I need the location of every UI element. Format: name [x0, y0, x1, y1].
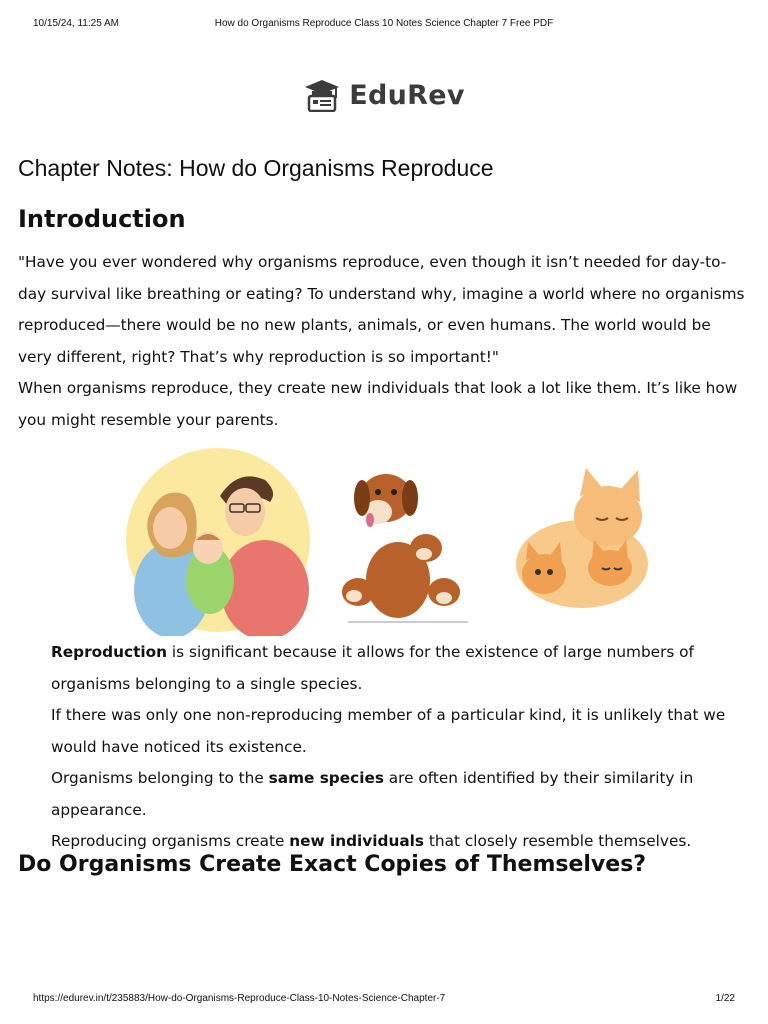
point-text: Reproducing organisms create: [51, 832, 290, 850]
cats-illustration: [508, 464, 656, 614]
family-illustration: [120, 440, 316, 636]
point-single-member: If there was only one non-reproducing member of a particular kind, it is unlikely that we would have noticed its existence.: [51, 706, 726, 756]
page-url: https://edurev.in/t/235883/How-do-Organisms-Reproduce-Class-10-Notes-Science-Chapter-7: [33, 993, 446, 1004]
logo-text: EduRev: [349, 79, 465, 111]
introduction-heading: Introduction: [18, 205, 186, 233]
dogs-illustration: [338, 470, 472, 630]
term-reproduction: Reproduction: [51, 643, 168, 661]
introduction-body: [18, 247, 746, 436]
print-title: How do Organisms Reproduce Class 10 Notes Science Chapter 7 Free PDF: [214, 18, 554, 29]
reproduction-points: [51, 637, 756, 858]
chapter-title: Chapter Notes: How do Organisms Reproduce: [18, 155, 494, 181]
intro-text: When organisms reproduce, they create new individuals that look a lot like them. It’s like how you might resemble your parents.: [18, 379, 738, 429]
point-text: Organisms belonging to the: [51, 769, 269, 787]
print-date: 10/15/24, 11:25 AM: [33, 18, 119, 29]
point-text: is significant because it allows for the existence of large numbers of organisms belonging to a single species.: [51, 643, 694, 693]
graduation-cap-icon: [303, 78, 341, 112]
point-text: that closely resemble themselves.: [424, 832, 692, 850]
point-same-species: [51, 763, 756, 826]
term-new-individuals: new individuals: [289, 832, 425, 850]
point-text: are often identified by their similarity in appearance.: [51, 769, 694, 819]
illustrations: [120, 440, 660, 640]
intro-quote: "Have you ever wondered why organisms reproduce, even though it isn’t needed for day-to-day survival like breathing or eating? To understand why, imagine a world where no organisms reproduced—there would be no new plants, animals, or even humans. The world would be very different, right? That’s why reproduction is so important!": [18, 253, 745, 366]
exact-copies-heading: Do Organisms Create Exact Copies of Themselves?: [18, 852, 647, 877]
edurev-logo[interactable]: [0, 78, 768, 112]
term-same-species: same species: [268, 769, 384, 787]
page-number: 1/22: [715, 993, 735, 1004]
point-reproduction-significance: [51, 637, 756, 700]
